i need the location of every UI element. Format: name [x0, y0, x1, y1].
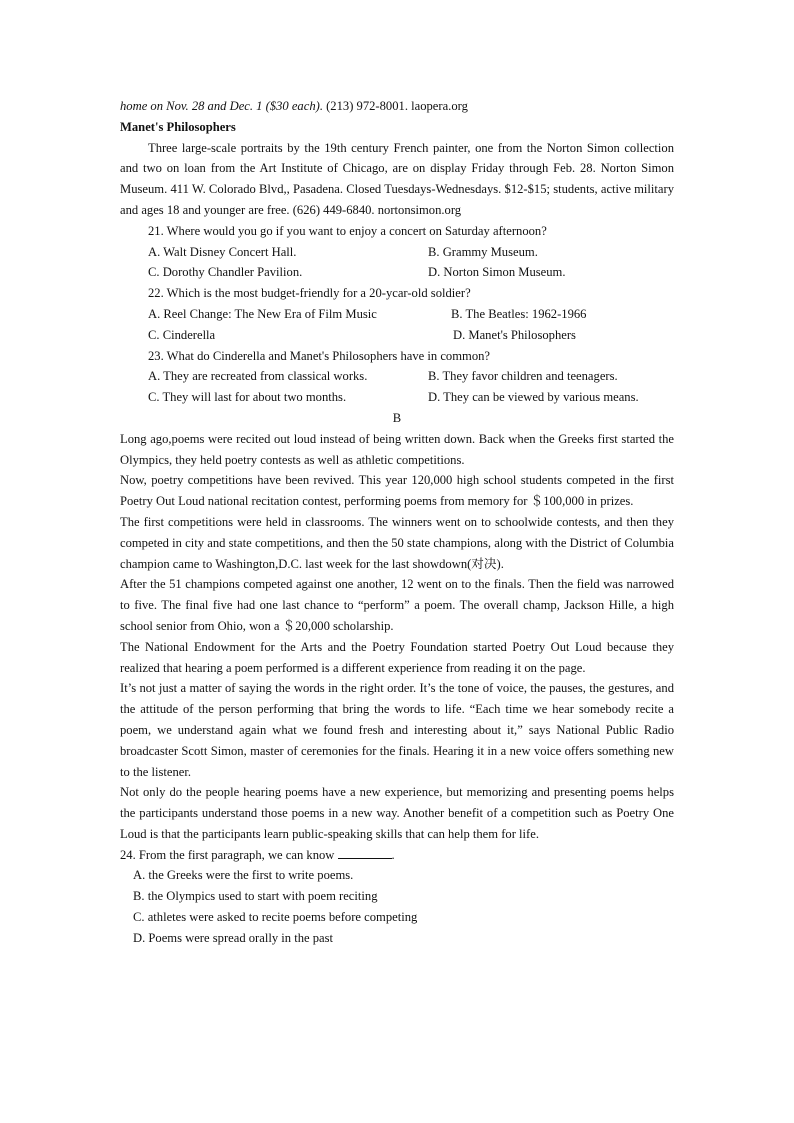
- manet-title: Manet's Philosophers: [120, 119, 236, 134]
- q22-option-c: C. Cinderella: [148, 327, 216, 342]
- q24-stem: 24. From the first paragraph, we can know: [120, 847, 335, 862]
- q22-option-b: B. The Beatles: 1962-1966: [451, 306, 587, 321]
- q21-option-b: B. Grammy Museum.: [428, 244, 538, 259]
- passage-b-paragraph: Not only do the people hearing poems have a new experience, but memorizing and presenting poems helps the participants understand those poems in a new way. Another benefit of a competition such as Poetry One Loud is that the participants learn public-speaking skills that can help them for life.: [120, 785, 674, 841]
- q21-option-a: A. Walt Disney Concert Hall.: [148, 244, 297, 259]
- q22-option-a: A. Reel Change: The New Era of Film Music: [148, 306, 377, 321]
- passage-b-paragraph: The National Endowment for the Arts and the Poetry Foundation started Poetry Out Loud because they realized that hearing a poem performed is a different experience from reading it on the page.: [120, 639, 674, 675]
- q24-option-a: A. the Greeks were the first to write poems.: [133, 868, 354, 883]
- q23-option-d: D. They can be viewed by various means.: [428, 390, 639, 405]
- q22-row2: [120, 325, 674, 346]
- passage-b-paragraph: It’s not just a matter of saying the words in the right order. It’s the tone of voice, the pauses, the gestures, and the attitude of the person performing that bring the words to life. “Each time we hear somebody recite a poem, we understand again what we found fresh and interesting about it,” says National Public Radio broadcaster Scott Simon, master of ceremonies for the finals. Hearing it in a new voice offers something new to the listener.: [120, 681, 674, 779]
- passage-b-paragraph: Now, poetry competitions have been revived. This year 120,000 high school students competed in the first Poetry Out Loud national recitation contest, performing poems from memory for ＄100,000 in prizes.: [120, 473, 674, 509]
- intro-rest: (213) 972-8001. laopera.org: [322, 99, 468, 113]
- manet-body: Three large-scale portraits by the 19th century French painter, one from the Norton Simon collection and two on loan from the Art Institute of Chicago, are on display Friday through Feb. 28. Norton Simon Museum. 411 W. Colorado Blvd,, Pasadena. Closed Tuesdays-Wednesdays. $12-$15; students, active military and ages 18 and younger are free. (626) 449-6840. nortonsimon.org: [120, 140, 674, 217]
- q21-option-d: D. Norton Simon Museum.: [428, 265, 566, 280]
- intro-italic: home on Nov. 28 and Dec. 1 ($30 each).: [120, 99, 323, 113]
- q23-option-b: B. They favor children and teenagers.: [428, 369, 618, 384]
- q23-stem: 23. What do Cinderella and Manet's Philosophers have in common?: [148, 348, 490, 363]
- q22-option-d: D. Manet's Philosophers: [453, 327, 576, 342]
- q23-option-c: C. They will last for about two months.: [148, 390, 347, 405]
- q24-option-d: D. Poems were spread orally in the past: [133, 930, 334, 945]
- answer-blank: [338, 846, 392, 859]
- exam-page: [120, 96, 674, 949]
- section-b-heading: B: [392, 410, 402, 425]
- passage-b-paragraph: The first competitions were held in classrooms. The winners went on to schoolwide contests, and then they competed in city and state competitions, and then the 50 state champions, along with the District of Columbia champion came to Washington,D.C. last week for the last showdown(对决).: [120, 514, 674, 571]
- q23-row1: [120, 366, 674, 387]
- q21-row2: [120, 262, 674, 283]
- q21-row1: [120, 242, 674, 263]
- passage-b-paragraph: Long ago,poems were recited out loud instead of being written down. Back when the Greeks first started the Olympics, they held poetry contests as well as athletic competitions.: [120, 431, 674, 467]
- q22-row1: [120, 304, 674, 325]
- q24-stem-end: .: [391, 847, 395, 862]
- q22-stem: 22. Which is the most budget-friendly for a 20-ycar-old soldier?: [148, 286, 471, 301]
- passage-b-paragraph: After the 51 champions competed against one another, 12 went on to the finals. Then the field was narrowed to five. The final five had one last chance to “perform” a poem. The overall champ, Jackson Hille, a high school senior from Ohio, won a ＄20,000 scholarship.: [120, 577, 674, 633]
- q23-row2: [120, 387, 674, 408]
- q24-option-c: C. athletes were asked to recite poems before competing: [133, 910, 418, 925]
- intro-line: [120, 96, 674, 117]
- q21-stem: 21. Where would you go if you want to enjoy a concert on Saturday afternoon?: [148, 223, 547, 238]
- q24-option-b: B. the Olympics used to start with poem reciting: [133, 889, 378, 904]
- q24-stem-line: [120, 845, 674, 866]
- q23-option-a: A. They are recreated from classical works.: [148, 369, 368, 384]
- q21-option-c: C. Dorothy Chandler Pavilion.: [148, 265, 303, 280]
